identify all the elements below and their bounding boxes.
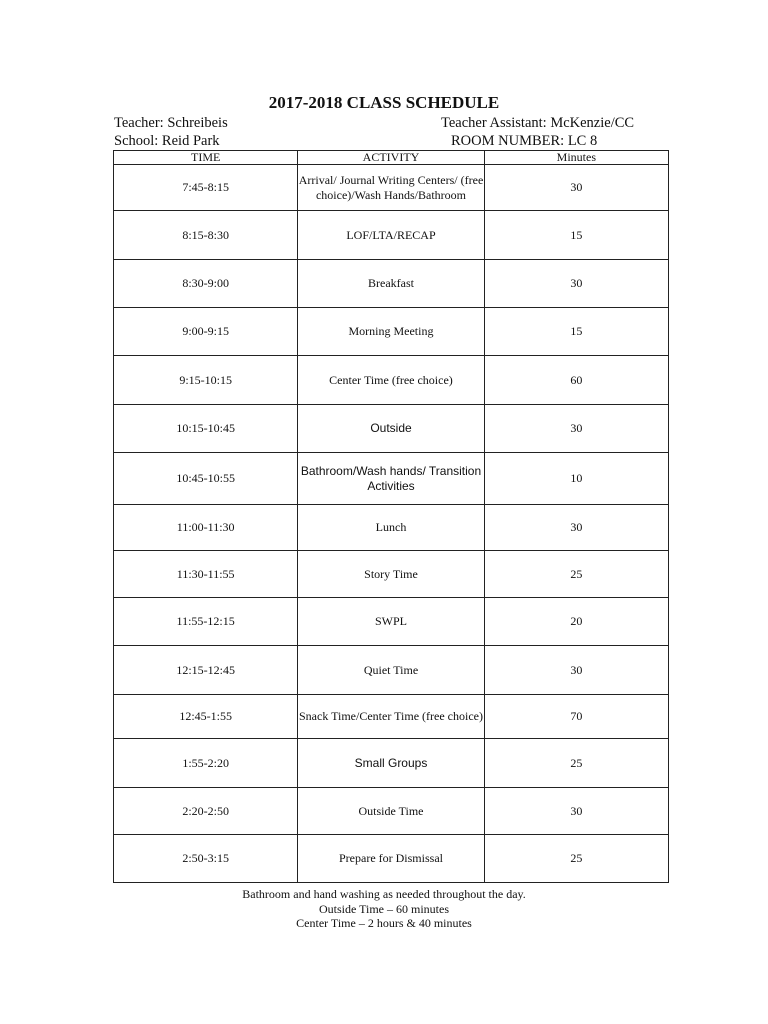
document-title: 2017-2018 CLASS SCHEDULE	[268, 93, 500, 112]
minutes-cell: 60	[484, 356, 668, 405]
room-number-label: ROOM NUMBER: LC 8	[451, 133, 598, 149]
activity-cell: Small Groups	[298, 739, 484, 788]
teacher-label: Teacher: Schreibeis	[114, 115, 228, 131]
time-cell: 12:45-1:55	[114, 695, 298, 739]
table-row	[114, 739, 669, 788]
activity-cell: Snack Time/Center Time (free choice)	[298, 695, 484, 739]
minutes-cell: 30	[484, 260, 668, 308]
minutes-cell: 15	[484, 308, 668, 356]
activity-cell: SWPL	[298, 598, 484, 646]
minutes-cell: 15	[484, 211, 668, 260]
activity-cell: Outside	[298, 405, 484, 453]
table-row	[114, 551, 669, 598]
activity-cell: Prepare for Dismissal	[298, 835, 484, 883]
activity-cell: LOF/LTA/RECAP	[298, 211, 484, 260]
minutes-cell: 25	[484, 551, 668, 598]
note-line: Center Time – 2 hours & 40 minutes	[296, 916, 472, 930]
time-cell: 8:15-8:30	[114, 211, 298, 260]
minutes-cell: 30	[484, 646, 668, 695]
time-cell: 11:00-11:30	[114, 505, 298, 551]
activity-cell: Lunch	[298, 505, 484, 551]
minutes-cell: 30	[484, 165, 668, 211]
time-cell: 11:55-12:15	[114, 598, 298, 646]
table-row	[114, 835, 669, 883]
time-cell: 10:15-10:45	[114, 405, 298, 453]
teacher-assistant-label: Teacher Assistant: McKenzie/CC	[441, 115, 635, 131]
table-row	[114, 211, 669, 260]
time-cell: 11:30-11:55	[114, 551, 298, 598]
table-header-row	[114, 151, 669, 165]
table-row	[114, 453, 669, 505]
time-column-header: TIME	[114, 151, 298, 165]
activity-cell: Story Time	[298, 551, 484, 598]
table-row	[114, 788, 669, 835]
time-cell: 2:20-2:50	[114, 788, 298, 835]
time-cell: 10:45-10:55	[114, 453, 298, 505]
activity-cell: Bathroom/Wash hands/ Transition Activities	[298, 453, 484, 505]
schedule-table	[113, 150, 669, 883]
minutes-cell: 10	[484, 453, 668, 505]
time-cell: 9:00-9:15	[114, 308, 298, 356]
table-row	[114, 598, 669, 646]
time-cell: 2:50-3:15	[114, 835, 298, 883]
table-row	[114, 695, 669, 739]
note-line: Outside Time – 60 minutes	[318, 901, 449, 916]
time-cell: 12:15-12:45	[114, 646, 298, 695]
activity-cell: Arrival/ Journal Writing Centers/ (free choice)/Wash Hands/Bathroom	[298, 165, 484, 211]
activity-cell: Quiet Time	[298, 646, 484, 695]
minutes-cell: 30	[484, 505, 668, 551]
minutes-cell: 25	[484, 835, 668, 883]
table-row	[114, 356, 669, 405]
minutes-cell: 70	[484, 695, 668, 739]
table-row	[114, 308, 669, 356]
table-row	[114, 165, 669, 211]
activity-cell: Center Time (free choice)	[298, 356, 484, 405]
table-row	[114, 405, 669, 453]
minutes-cell: 30	[484, 405, 668, 453]
minutes-cell: 20	[484, 598, 668, 646]
activity-cell: Breakfast	[298, 260, 484, 308]
schedule-notes	[0, 887, 768, 931]
minutes-cell: 30	[484, 788, 668, 835]
minutes-column-header: Minutes	[484, 151, 668, 165]
table-row	[114, 505, 669, 551]
time-cell: 8:30-9:00	[114, 260, 298, 308]
activity-column-header: ACTIVITY	[298, 151, 484, 165]
time-cell: 9:15-10:15	[114, 356, 298, 405]
time-cell: 7:45-8:15	[114, 165, 298, 211]
note-line: Bathroom and hand washing as needed throughout the day.	[242, 887, 526, 901]
minutes-cell: 25	[484, 739, 668, 788]
activity-cell: Outside Time	[298, 788, 484, 835]
time-cell: 1:55-2:20	[114, 739, 298, 788]
table-row	[114, 646, 669, 695]
table-row	[114, 260, 669, 308]
activity-cell: Morning Meeting	[298, 308, 484, 356]
school-label: School: Reid Park	[114, 133, 220, 149]
